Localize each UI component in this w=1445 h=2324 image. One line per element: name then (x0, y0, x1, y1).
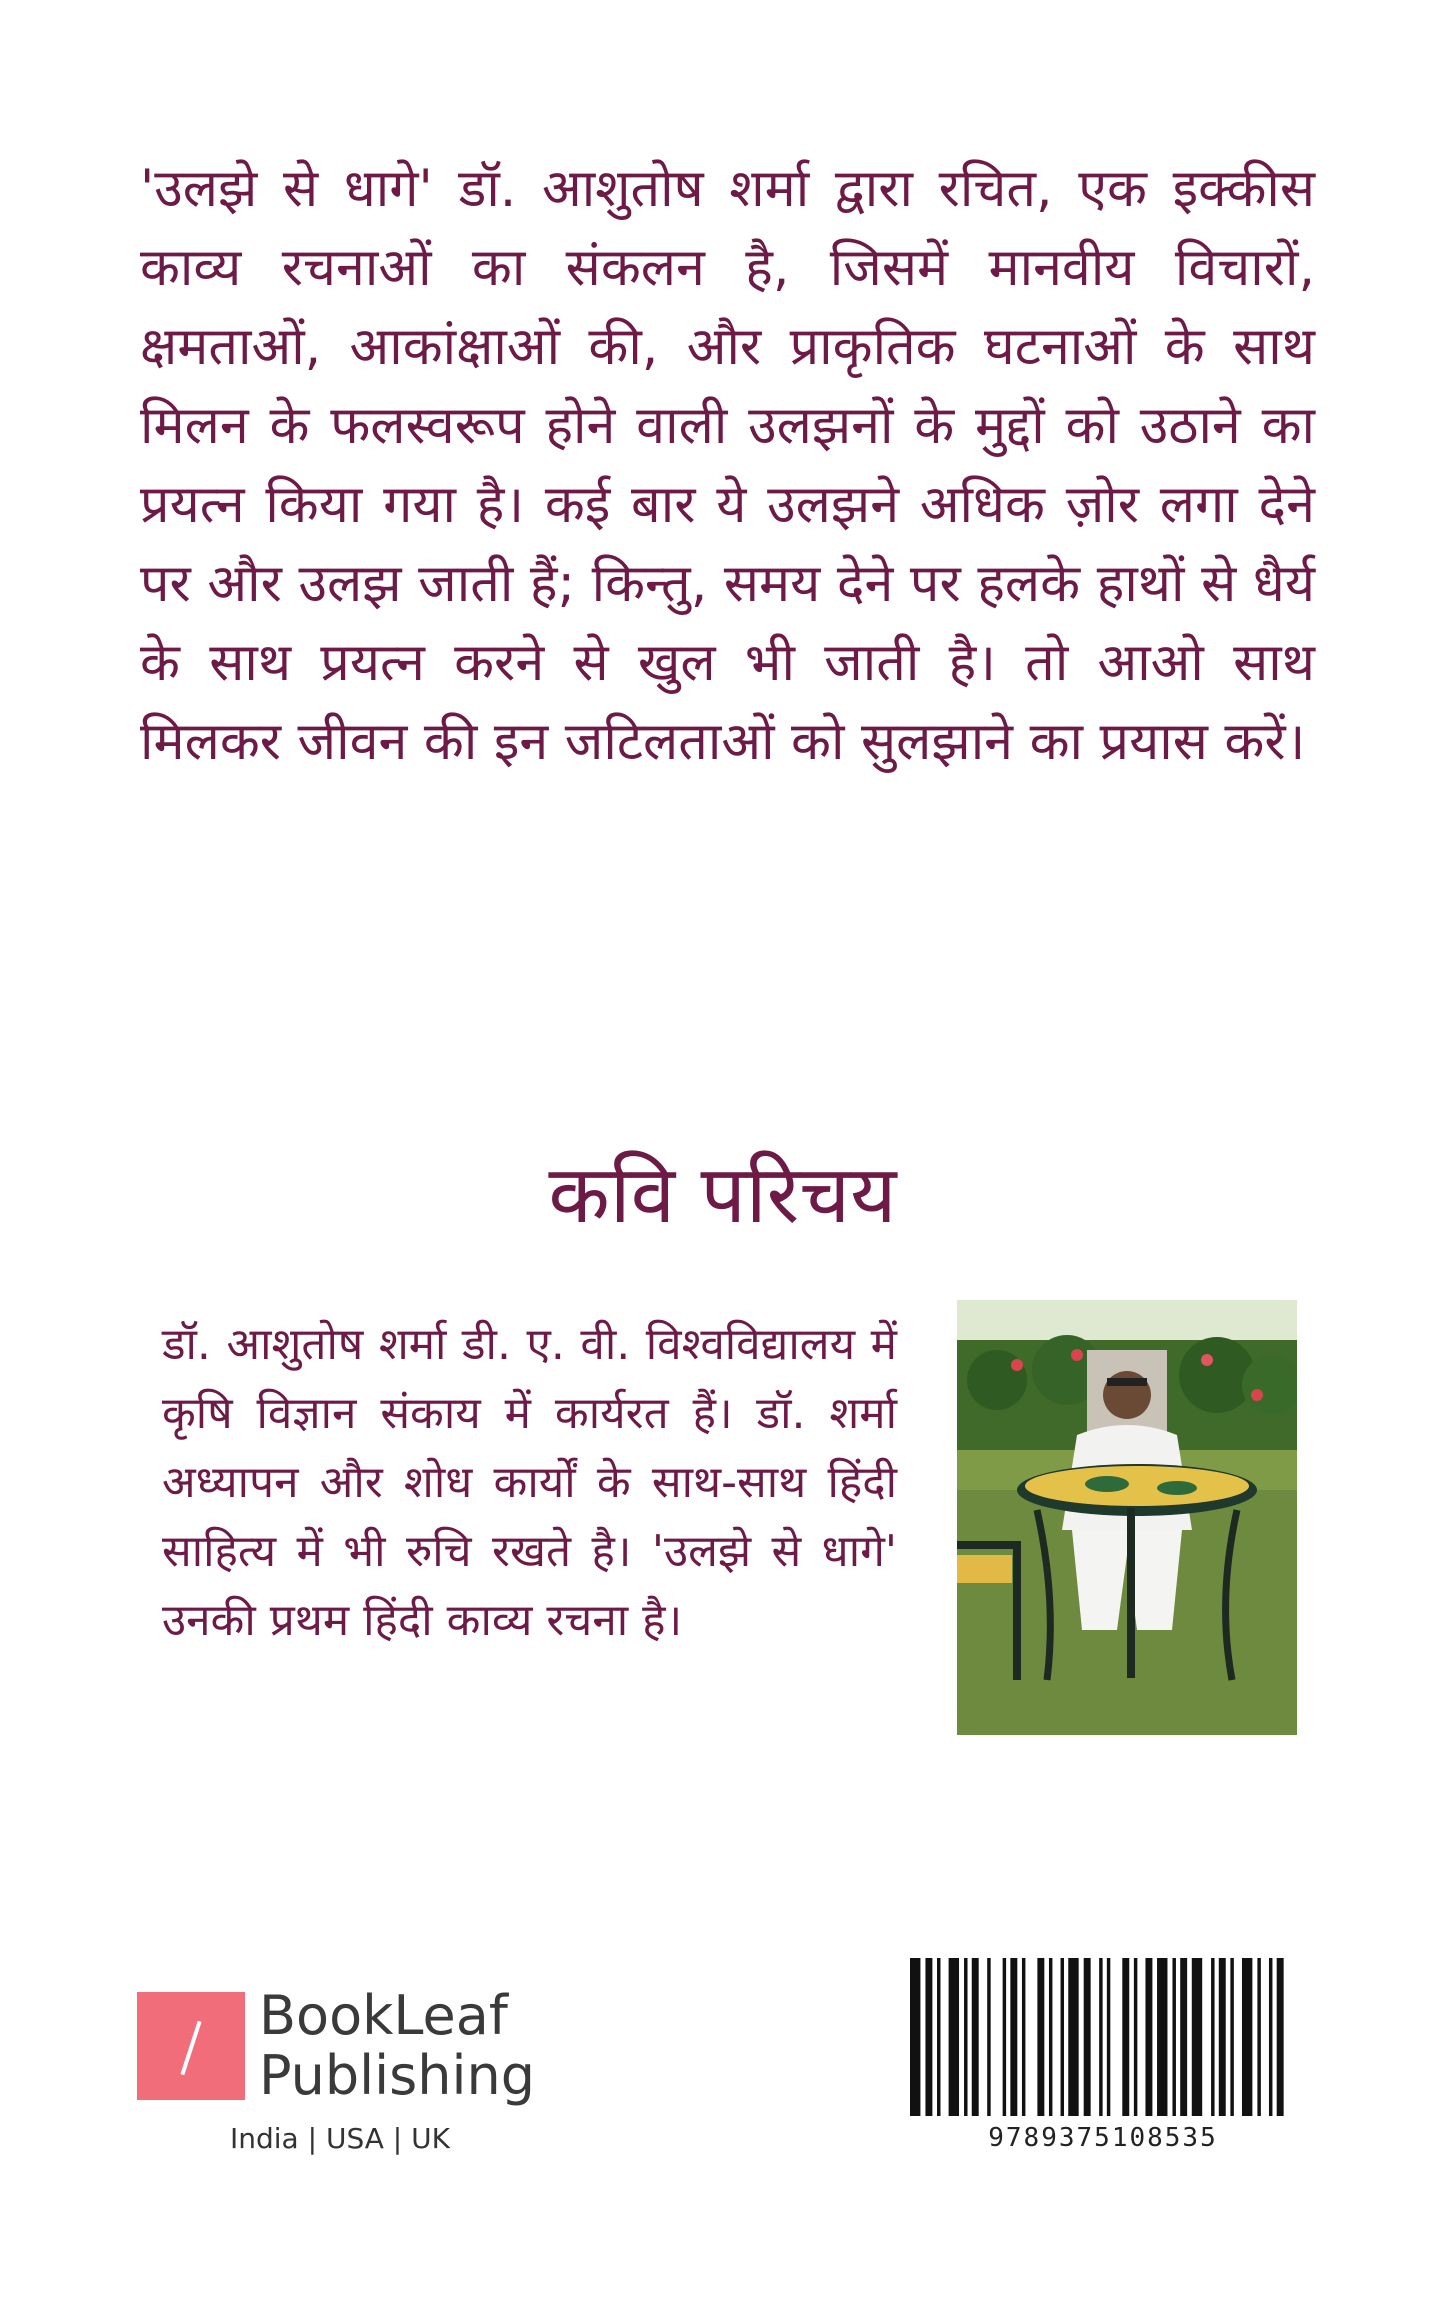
back-cover-blurb: 'उलझे से धागे' डॉ. आशुतोष शर्मा द्वारा रचित, एक इक्कीस काव्य रचनाओं का संकलन है, जिसमें मानवीय विचारों, क्षमताओं, आकांक्षाओं की, और प्राकृतिक घटनाओं के साथ मिलन के फलस्वरूप होने वाली उलझनों के मुद्दों को उठाने का प्रयत्न किया गया है। कई बार ये उलझने अधिक ज़ोर लगा देने पर और उलझ जाती हैं; किन्तु, समय देने पर हलके हाथों से धैर्य के साथ प्रयत्न करने से खुल भी जाती है। तो आओ साथ मिलकर जीवन की इन जटिलताओं को सुलझाने का प्रयास करें। (140, 159, 1315, 772)
barcode-bar (925, 1958, 932, 2116)
barcode-bar (1211, 1958, 1214, 2116)
barcode-bar (1242, 1958, 1252, 2116)
isbn-barcode (910, 1958, 1296, 2116)
barcode-bar (972, 1958, 979, 2116)
publisher-regions: India | USA | UK (230, 2122, 450, 2155)
poet-intro-heading: कवि परिचय (548, 1148, 897, 1241)
barcode-bar (964, 1958, 967, 2116)
barcode-bar (1257, 1958, 1260, 2116)
barcode-bar (1145, 1958, 1152, 2116)
isbn-number: 9789375108535 (988, 2123, 1218, 2153)
barcode-bar (1022, 1958, 1025, 2116)
barcode-bar (1010, 1958, 1017, 2116)
barcode-bar (1037, 1958, 1044, 2116)
publisher-name-line1: BookLeaf (259, 1984, 508, 2047)
author-photo (957, 1300, 1297, 1735)
barcode-bar (1003, 1958, 1006, 2116)
barcode-bar (1061, 1958, 1064, 2116)
barcode-bar (1068, 1958, 1078, 2116)
barcode-bar (937, 1958, 940, 2116)
barcode-bar (1180, 1958, 1187, 2116)
publisher-name-line2: Publishing (259, 2044, 535, 2107)
barcode-bar (1192, 1958, 1202, 2116)
barcode-bar (1277, 1958, 1284, 2116)
barcode-bar (1084, 1958, 1091, 2116)
barcode-bar (1172, 1958, 1175, 2116)
barcode-bar (1099, 1958, 1102, 2116)
barcode-bar (1157, 1958, 1167, 2116)
publisher-name (259, 1986, 535, 2106)
barcode-bar (1269, 1958, 1272, 2116)
barcode-bar (910, 1958, 920, 2116)
publisher-logo-mark (137, 1992, 245, 2100)
barcode-bar (1049, 1958, 1052, 2116)
publisher-logo (137, 1984, 557, 2112)
barcode-bar (1122, 1958, 1129, 2116)
barcode-bar (949, 1958, 959, 2116)
author-bio: डॉ. आशुतोष शर्मा डी. ए. वी. विश्वविद्यालय में कृषि विज्ञान संकाय में कार्यरत हैं। डॉ. शर्मा अध्यापन और शोध कार्यों के साथ-साथ हिंदी साहित्य में भी रुचि रखते है। 'उलझे से धागे' उनकी प्रथम हिंदी काव्य रचना है। (162, 1319, 897, 1646)
barcode-bar (1107, 1958, 1110, 2116)
barcode-bar (1134, 1958, 1137, 2116)
barcode-bar (987, 1958, 990, 2116)
barcode-bar (1230, 1958, 1233, 2116)
barcode-bar (1219, 1958, 1226, 2116)
